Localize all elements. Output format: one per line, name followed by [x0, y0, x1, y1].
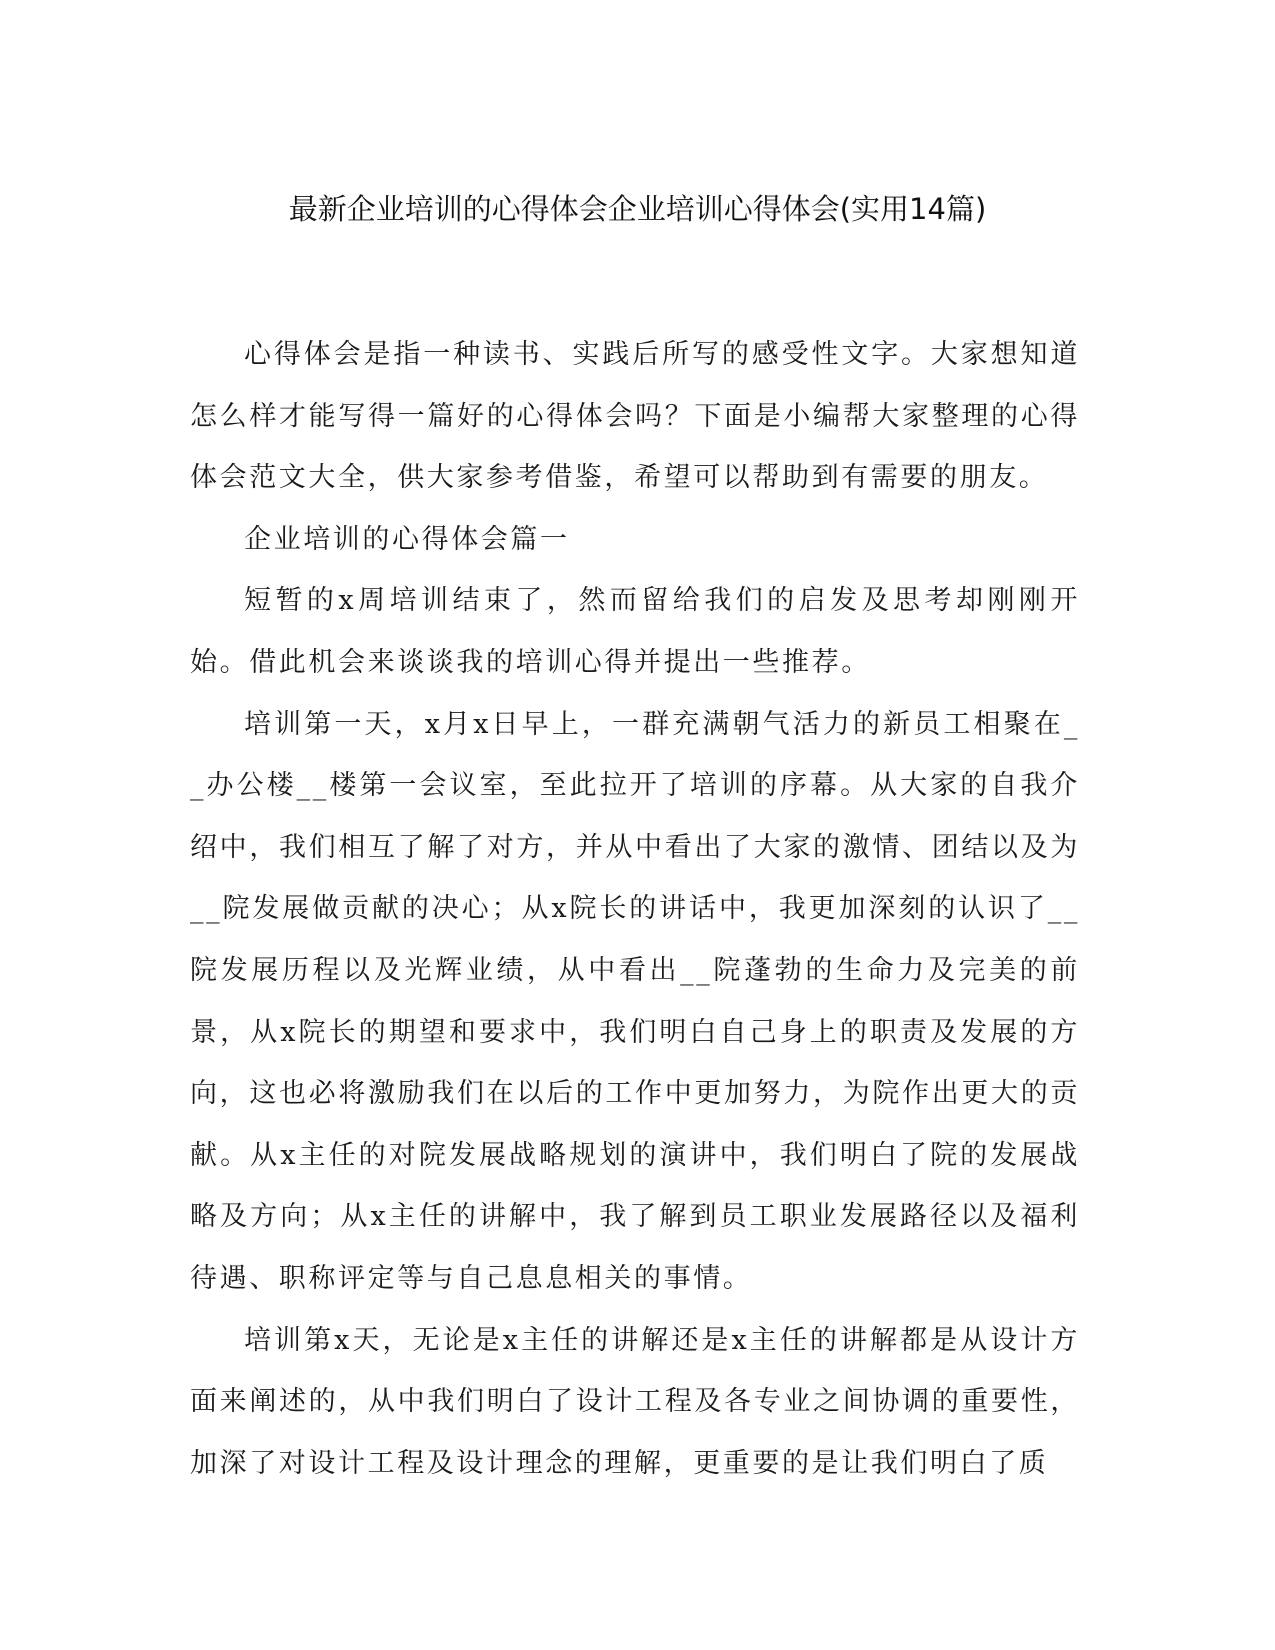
document-title: 最新企业培训的心得体会企业培训心得体会(实用14篇) — [288, 192, 987, 226]
section-heading: 企业培训的心得体会篇一 — [244, 523, 570, 555]
paragraph-intro: 心得体会是指一种读书、实践后所写的感受性文字。大家想知道怎么样才能写得一篇好的心得体会吗？下面是小编帮大家整理的心得体会范文大全，供大家参考借鉴，希望可以帮助到有需要的朋友。 — [190, 339, 1080, 494]
document-body — [190, 324, 1080, 1494]
paragraph: 短暂的x周培训结束了，然而留给我们的启发及思考却刚刚开始。借此机会来谈谈我的培训心得并提出一些推荐。 — [190, 585, 1080, 678]
paragraph: 培训第一天，x月x日早上，一群充满朝气活力的新员工相聚在__办公楼__楼第一会议室，至此拉开了培训的序幕。从大家的自我介绍中，我们相互了解了对方，并从中看出了大家的激情、团结以及为__院发展做贡献的决心；从x院长的讲话中，我更加深刻的认识了__院发展历程以及光辉业绩，从中看出__院蓬勃的生命力及完美的前景，从x院长的期望和要求中，我们明白自己身上的职责及发展的方向，这也必将激励我们在以后的工作中更加努力，为院作出更大的贡献。从x主任的对院发展战略规划的演讲中，我们明白了院的发展战略及方向；从x主任的讲解中，我了解到员工职业发展路径以及福利待遇、职称评定等与自己息息相关的事情。 — [190, 708, 1080, 1294]
paragraph: 培训第x天，无论是x主任的讲解还是x主任的讲解都是从设计方面来阐述的，从中我们明白了设计工程及各专业之间协调的重要性，加深了对设计工程及设计理念的理解，更重要的是让我们明白了质 — [190, 1324, 1080, 1479]
